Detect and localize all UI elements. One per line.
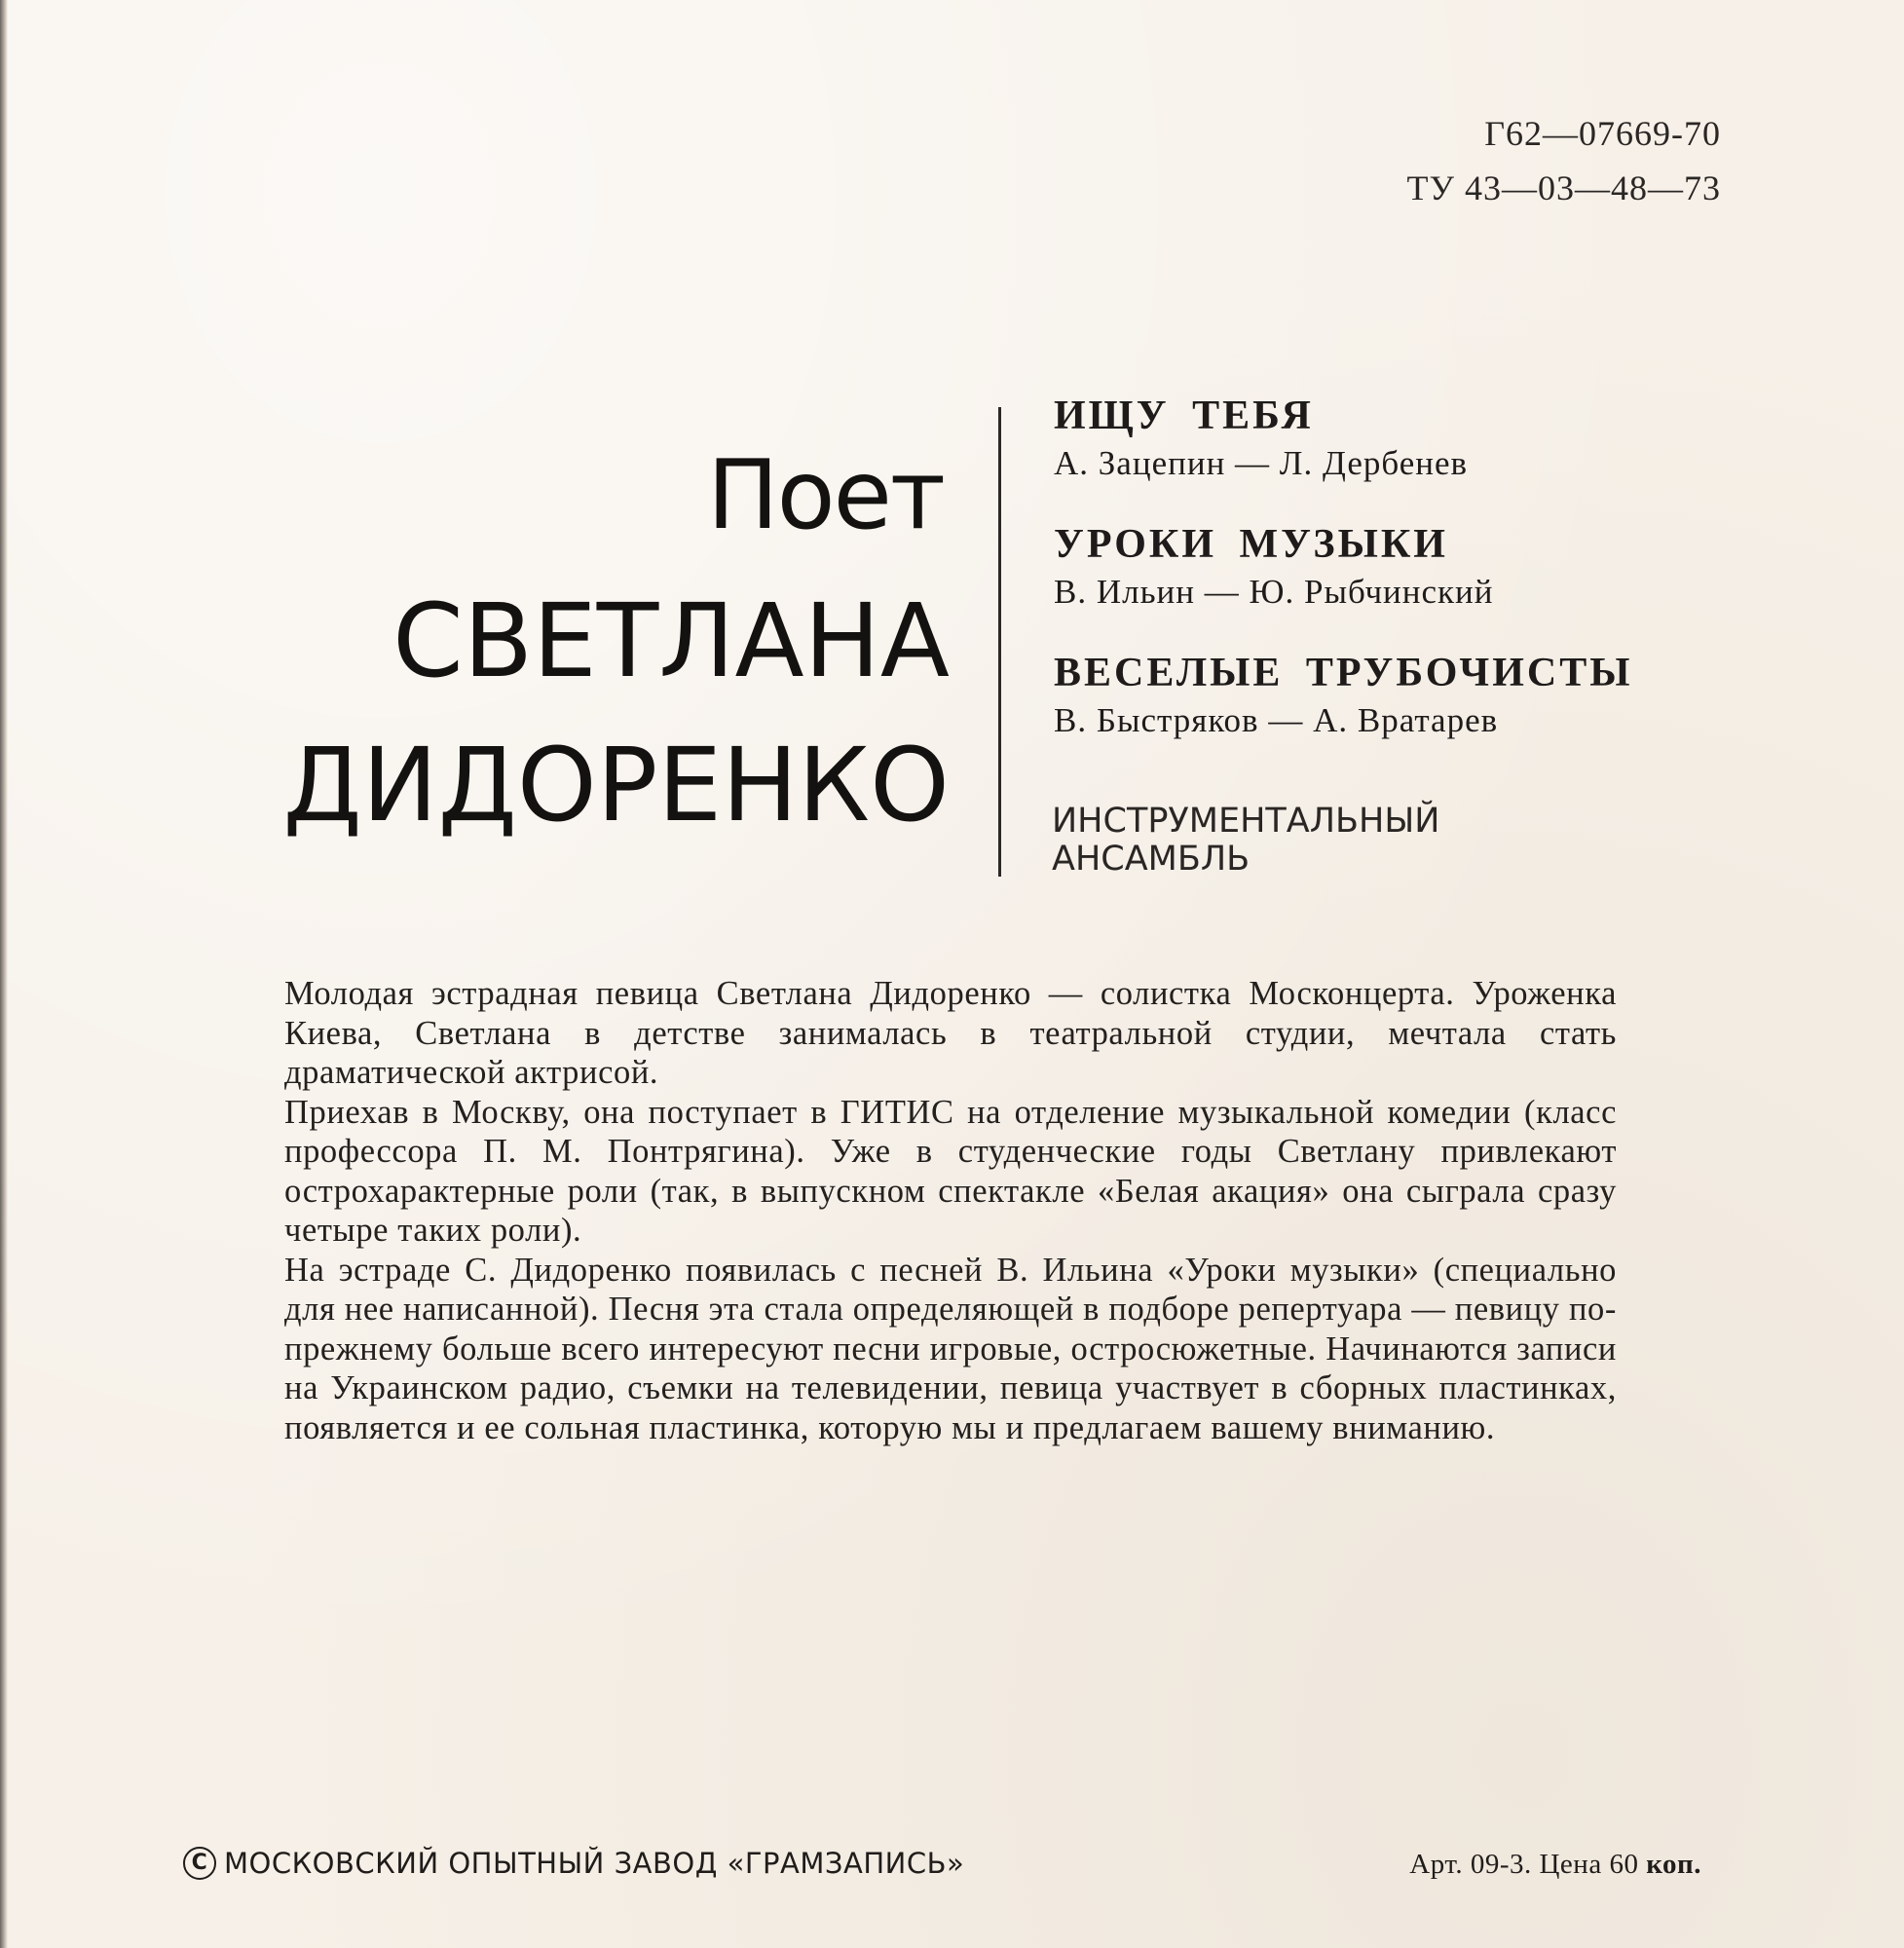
track-authors: В. Ильин — Ю. Рыбчинский	[1054, 573, 1494, 612]
track-authors: А. Зацепин — Л. Дербенев	[1054, 444, 1469, 483]
bio-paragraph-3: На эстраде С. Дидоренко появилась с песней В. Ильина «Уроки музыки» (специально для нее написанной). Песня эта стала определяющей в подборе репертуара — певицу по-прежнему больше всего интересуют песни игровые, остросюжетные. Начинаются записи на Украинском радио, съемки на телевидении, певица участвует в сборных пластинках, появляется и ее сольная пластинка, которую мы и предлагаем вашему вниманию.	[284, 1251, 1617, 1446]
article-price	[1409, 1849, 1701, 1881]
publisher-credit	[183, 1847, 964, 1880]
artist-first-name: СВЕТЛАНА	[392, 581, 950, 700]
track-title: ИЩУ ТЕБЯ	[1054, 393, 1314, 438]
copyright-icon: C	[183, 1847, 216, 1880]
article-price-text: Арт. 09-3. Цена 60	[1409, 1849, 1639, 1880]
track-authors: В. Быстряков — А. Вратарев	[1054, 701, 1499, 740]
track-item	[1054, 651, 1794, 742]
track-item	[1054, 522, 1794, 614]
publisher-name: МОСКОВСКИЙ ОПЫТНЫЙ ЗАВОД «ГРАМЗАПИСЬ»	[224, 1847, 965, 1880]
album-title	[282, 440, 950, 844]
ensemble-line-1: ИНСТРУМЕНТАЛЬНЫЙ	[1052, 802, 1440, 841]
technical-standard: ТУ 43—03—48—73	[1406, 169, 1721, 207]
track-title: ВЕСЕЛЫЕ ТРУБОЧИСТЫ	[1054, 650, 1633, 695]
catalog-number: Г62—07669-70	[1484, 114, 1721, 153]
track-list	[1054, 393, 1794, 779]
artist-biography	[284, 974, 1617, 1447]
artist-last-name: ДИДОРЕНКО	[282, 726, 950, 844]
ensemble-credit	[1052, 803, 1439, 879]
bio-paragraph-1: Молодая эстрадная певица Светлана Дидоренко — солистка Москонцерта. Уроженка Киева, Светлана в детстве занималась в театральной студии, мечтала стать драматической актрисой.	[284, 975, 1617, 1091]
title-performs: Поет	[706, 440, 944, 551]
track-title: УРОКИ МУЗЫКИ	[1054, 521, 1448, 567]
bio-paragraph-2: Приехав в Москву, она поступает в ГИТИС на отделение музыкальной комедии (класс профессора П. М. Понтрягина). Уже в студенческие годы Светлану привлекают острохарактерные роли (так, в выпускном спектакле «Белая акация» она сыграла сразу четыре таких роли).	[284, 1093, 1617, 1249]
vertical-divider	[998, 407, 1001, 877]
track-item	[1054, 393, 1794, 485]
ensemble-line-2: АНСАМБЛЬ	[1052, 840, 1251, 880]
sleeve-left-edge	[0, 0, 8, 1948]
price-currency: коп.	[1646, 1849, 1701, 1880]
